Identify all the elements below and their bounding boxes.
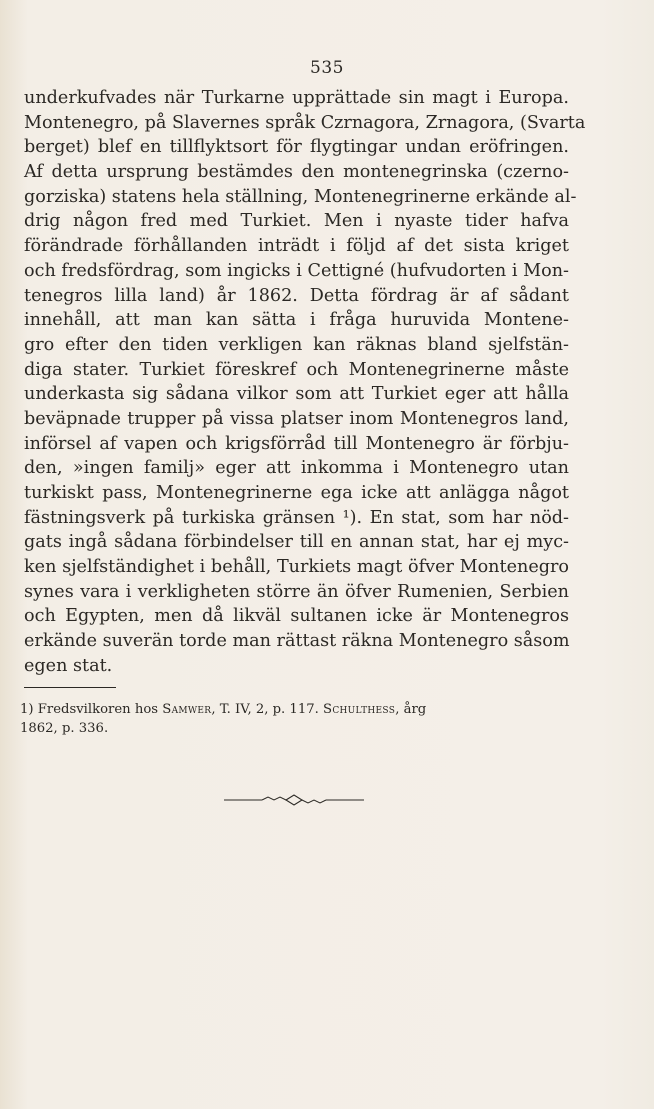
text-line: Montenegro, på Slavernes språk Czrnagora, Zrnagora, (Svarta bbox=[24, 112, 586, 133]
text-line: underkasta sig sådana vilkor som att Turkiet eger att hålla bbox=[24, 384, 569, 405]
text-line: beväpnade trupper på vissa platser inom Montenegros land, bbox=[24, 408, 569, 429]
text-line: förändrade förhållanden inträdt i följd af det sista kriget bbox=[24, 236, 569, 257]
footnote-text: , årg bbox=[395, 702, 427, 717]
text-line: ken sjelfständighet i behåll, Turkiets magt öfver Montenegro bbox=[24, 557, 569, 578]
footnote-marker: 1) bbox=[20, 702, 34, 717]
text-line: gats ingå sådana förbindelser till en annan stat, har ej myc- bbox=[24, 532, 569, 553]
text-line: gro efter den tiden verkligen kan räknas bland sjelfstän- bbox=[24, 334, 569, 355]
footnote-line: 1862, p. 336. bbox=[20, 721, 109, 736]
text-line: berget) blef en tillflyktsort för flygtingar undan eröfringen. bbox=[24, 137, 569, 158]
ornament-divider bbox=[224, 793, 364, 807]
footnote-divider bbox=[24, 687, 116, 688]
footnote bbox=[20, 700, 570, 738]
page-number: 535 bbox=[310, 58, 344, 78]
text-line: turkiskt pass, Montenegrinerne ega icke att anlägga något bbox=[24, 483, 569, 503]
footnote-text: , T. IV, 2, p. 117. bbox=[211, 702, 319, 717]
text-line: införsel af vapen och krigsförråd till Montenegro är förbju- bbox=[24, 433, 569, 454]
text-line: den, »ingen familj» eger att inkomma i Montenegro utan bbox=[24, 458, 569, 479]
text-line: Af detta ursprung bestämdes den montenegrinska (czerno- bbox=[24, 162, 569, 183]
text-line: synes vara i verkligheten större än öfver Rumenien, Serbien bbox=[24, 581, 569, 602]
text-line: diga stater. Turkiet föreskref och Montenegrinerne måste bbox=[24, 359, 569, 380]
text-line: innehåll, att man kan sätta i fråga huruvida Montene- bbox=[24, 310, 569, 331]
text-line: erkände suverän torde man rättast räkna Montenegro såsom bbox=[24, 631, 570, 652]
footnote-line bbox=[20, 700, 570, 719]
text-line: och Egypten, men då likväl sultanen icke är Montenegros bbox=[24, 606, 569, 627]
text-line: underkufvades när Turkarne upprättade sin magt i Europa. bbox=[24, 88, 569, 108]
footnote-text: Fredsvilkoren hos bbox=[37, 702, 159, 717]
text-line: och fredsfördrag, som ingicks i Cettigné (hufvudorten i Mon- bbox=[24, 260, 569, 281]
text-line: egen stat. bbox=[24, 655, 113, 676]
body-text bbox=[24, 86, 586, 679]
text-line: tenegros lilla land) år 1862. Detta fördrag är af sådant bbox=[24, 285, 569, 306]
text-line: drig någon fred med Turkiet. Men i nyaste tider hafva bbox=[24, 211, 569, 232]
footnote-author: Samwer bbox=[162, 702, 212, 717]
text-line: fästningsverk på turkiska gränsen ¹). En stat, som har nöd- bbox=[24, 507, 569, 528]
footnote-author: Schulthess bbox=[323, 702, 396, 717]
text-line: gorziska) statens hela ställning, Montenegrinerne erkände al- bbox=[24, 186, 577, 207]
